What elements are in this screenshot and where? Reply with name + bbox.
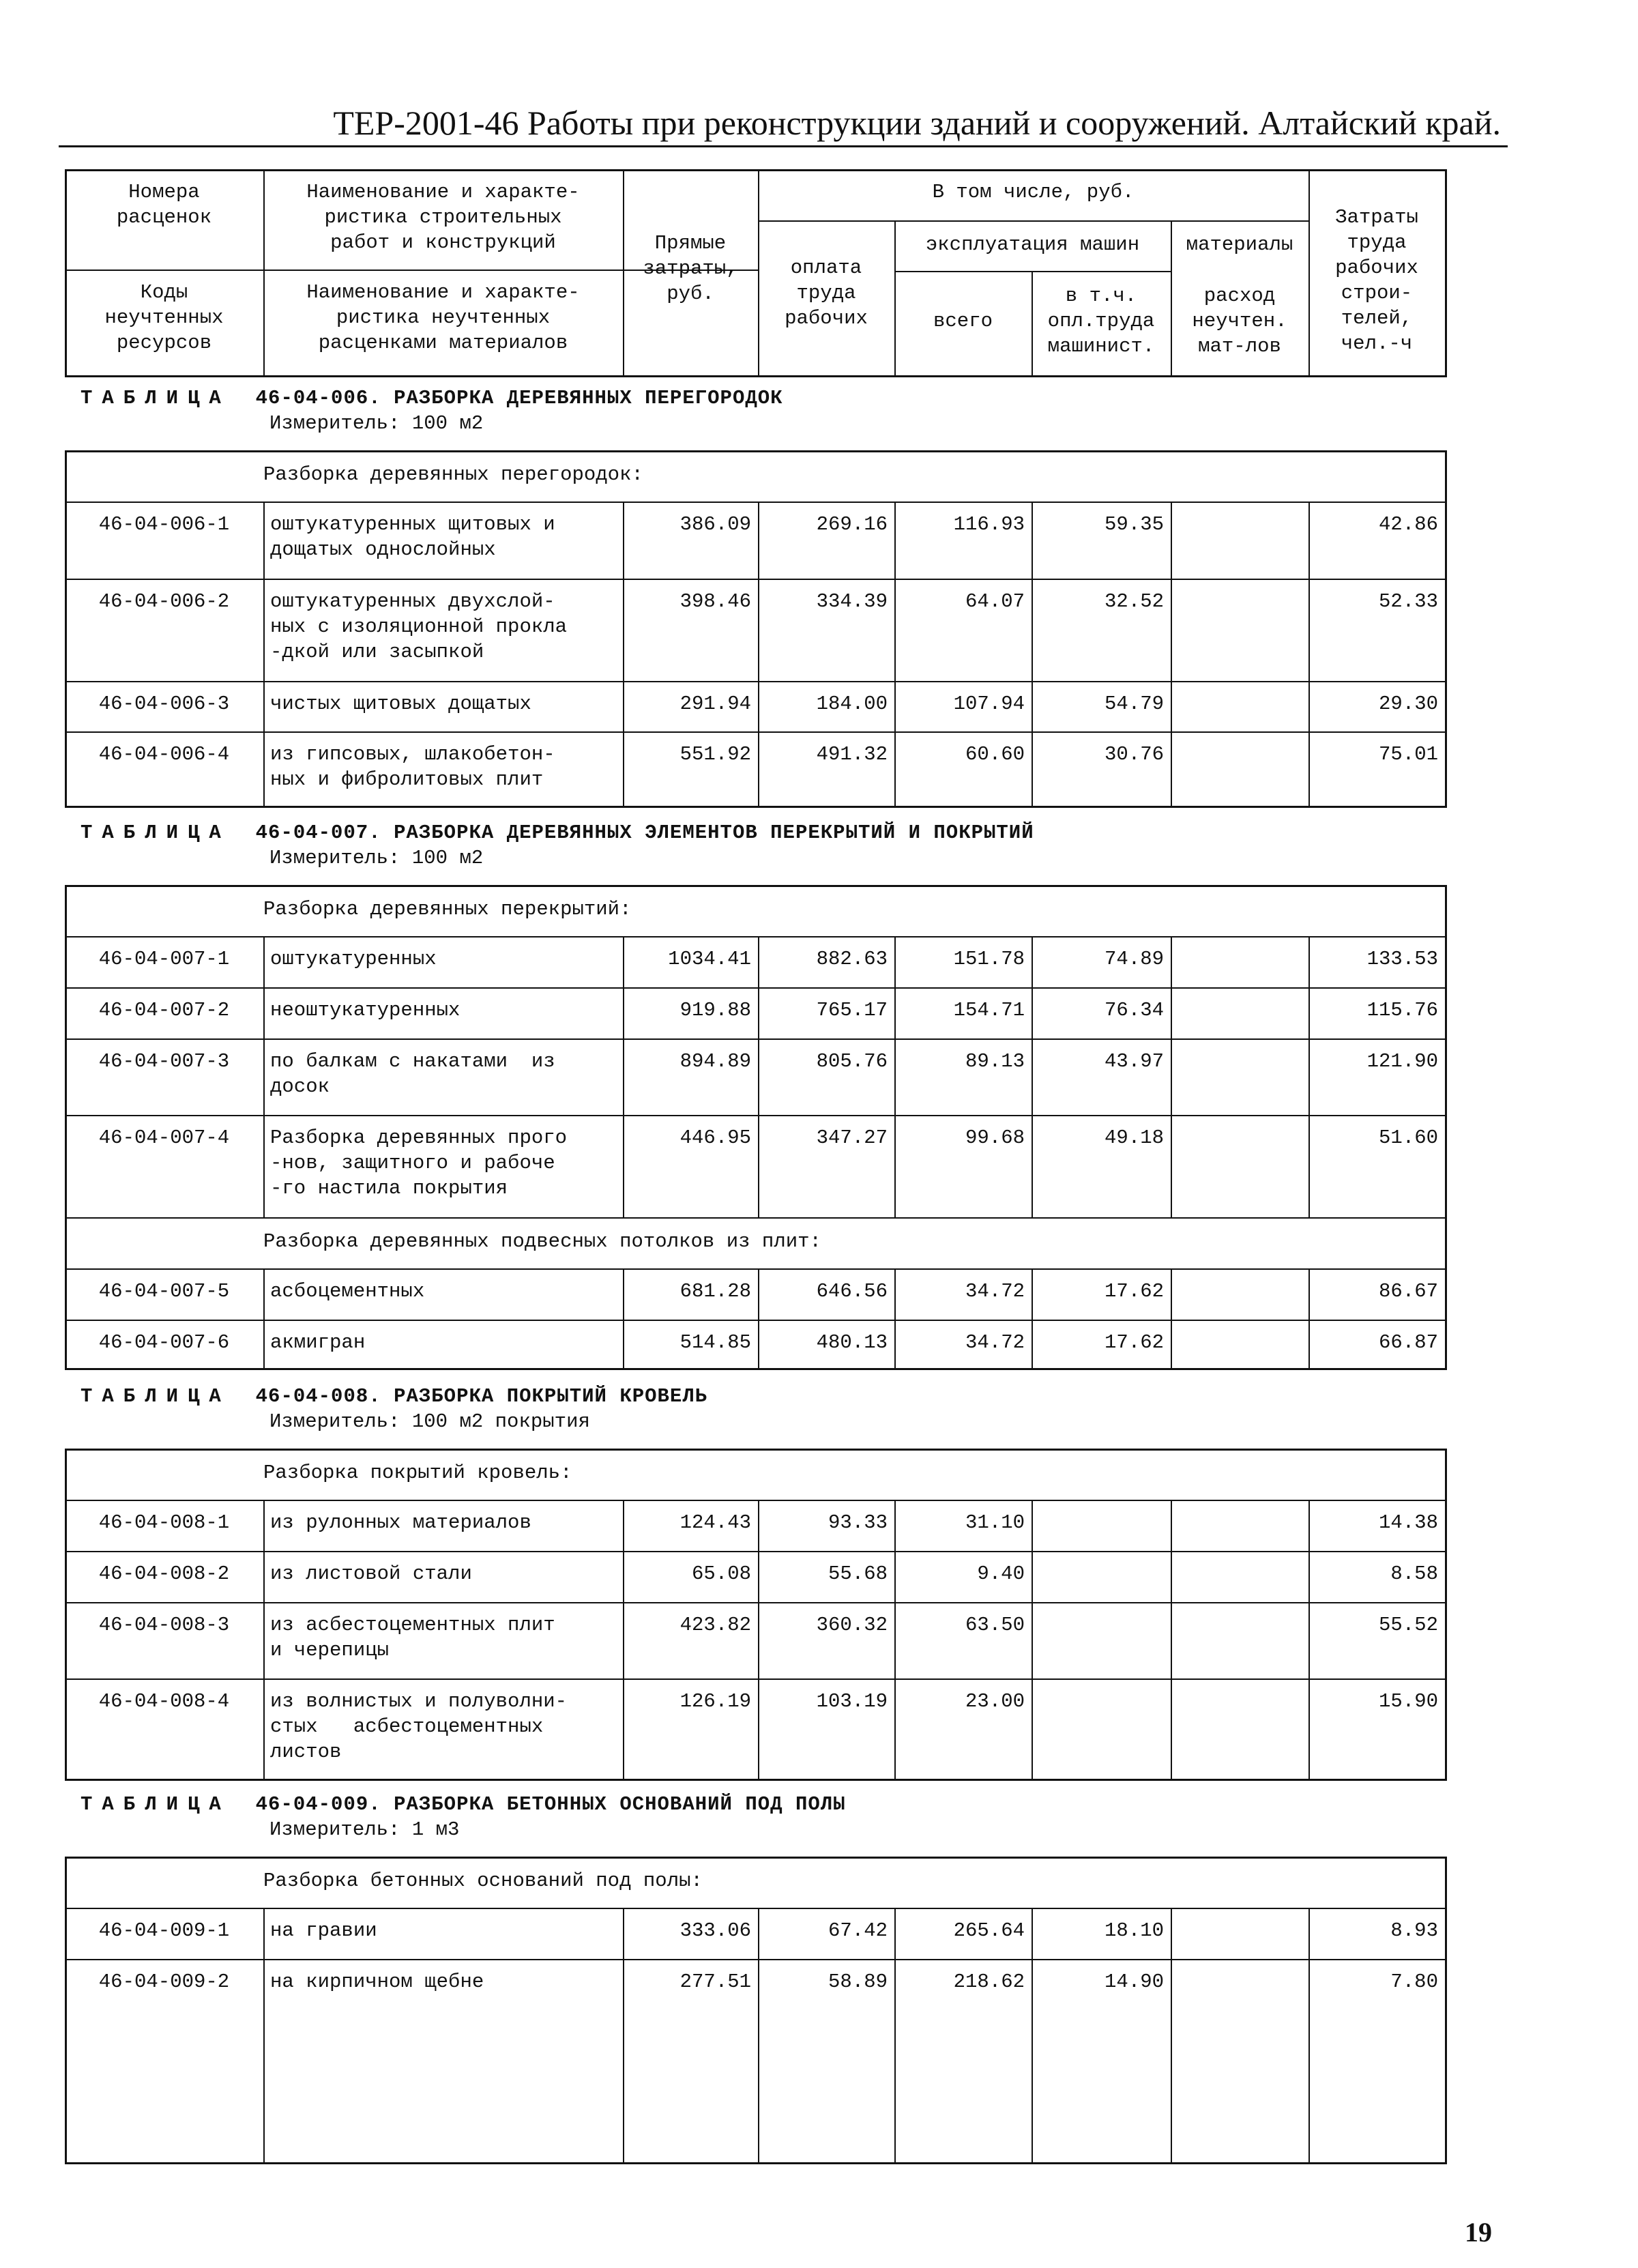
direct-cost: 65.08 xyxy=(691,1562,751,1585)
row-separator xyxy=(65,1320,1446,1321)
labor-pay: 93.33 xyxy=(828,1511,888,1534)
work-name: асбоцементных xyxy=(270,1280,425,1303)
row-separator xyxy=(65,731,1446,733)
row-separator xyxy=(65,501,1446,503)
group-separator xyxy=(65,1217,1446,1219)
table-measure: Измеритель: 100 м2 покрытия xyxy=(269,1410,590,1433)
table-measure: Измеритель: 100 м2 xyxy=(269,847,484,869)
labor-hours: 121.90 xyxy=(1366,1050,1438,1073)
header-direct-costs: Прямые затраты, руб. xyxy=(643,232,738,305)
work-name: из рулонных материалов xyxy=(270,1511,531,1534)
labor-pay: 67.42 xyxy=(828,1919,888,1942)
table-code: 46-04-008. РАЗБОРКА ПОКРЫТИЙ КРОВЕЛЬ xyxy=(255,1385,708,1408)
machine-operator-pay: 17.62 xyxy=(1104,1280,1164,1303)
machine-cost: 107.94 xyxy=(953,693,1025,715)
rate-code: 46-04-006-1 xyxy=(98,513,230,536)
rate-code: 46-04-007-2 xyxy=(98,999,230,1021)
table-code: 46-04-009. РАЗБОРКА БЕТОННЫХ ОСНОВАНИЙ ПОД ПОЛЫ xyxy=(255,1793,846,1816)
rate-code: 46-04-007-1 xyxy=(98,948,230,970)
labor-hours: 8.93 xyxy=(1390,1919,1438,1942)
header-material-name: Наименование и характе- ристика неучтенных расценками материалов xyxy=(306,281,580,354)
header-rule xyxy=(59,145,1508,147)
labor-pay: 480.13 xyxy=(816,1331,888,1354)
direct-cost: 423.82 xyxy=(679,1614,751,1636)
labor-pay: 184.00 xyxy=(816,693,888,715)
row-separator xyxy=(65,579,1446,580)
row-separator xyxy=(65,1500,1446,1501)
work-name: по балкам с накатами из досок xyxy=(270,1050,555,1098)
machine-cost: 64.07 xyxy=(965,590,1025,613)
labor-pay: 765.17 xyxy=(816,999,888,1021)
machine-cost: 34.72 xyxy=(965,1331,1025,1354)
labor-hours: 75.01 xyxy=(1378,743,1438,766)
labor-pay: 269.16 xyxy=(816,513,888,536)
labor-pay: 55.68 xyxy=(828,1562,888,1585)
header-labor-cost: Затраты труда рабочих строи- телей, чел.-ч xyxy=(1335,206,1418,355)
machine-cost: 151.78 xyxy=(953,948,1025,970)
work-name: на кирпичном щебне xyxy=(270,1971,484,1993)
grid-line-h xyxy=(758,220,1310,222)
direct-cost: 681.28 xyxy=(679,1280,751,1303)
machine-operator-pay: 74.89 xyxy=(1104,948,1164,970)
grid-line-v xyxy=(623,936,624,1217)
rate-code: 46-04-007-5 xyxy=(98,1280,230,1303)
header-rate-numbers: Номера расценок xyxy=(116,181,212,229)
labor-pay: 334.39 xyxy=(816,590,888,613)
row-separator xyxy=(65,1551,1446,1552)
grid-line-v xyxy=(623,1908,624,2164)
machine-cost: 23.00 xyxy=(965,1690,1025,1713)
machine-cost: 116.93 xyxy=(953,513,1025,536)
direct-cost: 514.85 xyxy=(679,1331,751,1354)
grid-line-v xyxy=(758,1500,759,1781)
grid-line-v xyxy=(263,501,265,808)
grid-line-v xyxy=(1308,1500,1310,1781)
machine-operator-pay: 14.90 xyxy=(1104,1971,1164,1993)
work-name: оштукатуренных щитовых и дощатых однослойных xyxy=(270,513,555,561)
machine-cost: 265.64 xyxy=(953,1919,1025,1942)
work-name: Разборка деревянных прого -нов, защитного и рабоче -го настила покрытия xyxy=(270,1126,568,1200)
rate-code: 46-04-008-1 xyxy=(98,1511,230,1534)
rate-code: 46-04-006-2 xyxy=(98,590,230,613)
rate-code: 46-04-007-4 xyxy=(98,1126,230,1149)
rate-code: 46-04-006-4 xyxy=(98,743,230,766)
table-code: 46-04-007. РАЗБОРКА ДЕРЕВЯННЫХ ЭЛЕМЕНТОВ ПЕРЕКРЫТИЙ И ПОКРЫТИЙ xyxy=(255,822,1034,844)
table-title xyxy=(81,1792,846,1817)
grid-line-v xyxy=(263,1908,265,2164)
header-labor-pay: оплата труда рабочих xyxy=(785,257,868,330)
labor-hours: 133.53 xyxy=(1366,948,1438,970)
machine-operator-pay: 49.18 xyxy=(1104,1126,1164,1149)
grid-line-v xyxy=(1171,1500,1172,1781)
group-title: Разборка покрытий кровель: xyxy=(263,1462,572,1484)
grid-line-v xyxy=(758,936,759,1217)
row-separator xyxy=(65,936,1446,937)
machine-operator-pay: 43.97 xyxy=(1104,1050,1164,1073)
table-title xyxy=(81,1384,707,1409)
group-title: Разборка деревянных перекрытий: xyxy=(263,898,632,920)
grid-line-v xyxy=(263,936,265,1217)
grid-line-v xyxy=(894,1500,896,1781)
grid-line-v xyxy=(894,936,896,1217)
labor-hours: 86.67 xyxy=(1378,1280,1438,1303)
direct-cost: 386.09 xyxy=(679,513,751,536)
rate-code: 46-04-009-1 xyxy=(98,1919,230,1942)
header-machines: эксплуатация машин xyxy=(925,233,1140,256)
machine-operator-pay: 54.79 xyxy=(1104,693,1164,715)
table-word: ТАБЛИЦА xyxy=(81,822,231,844)
grid-line-v xyxy=(1171,936,1172,1217)
labor-hours: 8.58 xyxy=(1390,1562,1438,1585)
direct-cost: 446.95 xyxy=(679,1126,751,1149)
row-separator xyxy=(65,1908,1446,1909)
group-title: Разборка деревянных подвесных потолков из плит: xyxy=(263,1230,821,1253)
labor-hours: 42.86 xyxy=(1378,513,1438,536)
direct-cost: 894.89 xyxy=(679,1050,751,1073)
labor-hours: 29.30 xyxy=(1378,693,1438,715)
grid-line-v xyxy=(1032,1500,1033,1781)
direct-cost: 551.92 xyxy=(679,743,751,766)
work-name: чистых щитовых дощатых xyxy=(270,693,531,715)
table-word: ТАБЛИЦА xyxy=(81,1385,231,1408)
row-separator xyxy=(65,681,1446,682)
row-separator xyxy=(65,1602,1446,1603)
rate-code: 46-04-008-2 xyxy=(98,1562,230,1585)
work-name: из асбестоцементных плит и черепицы xyxy=(270,1614,555,1661)
table-word: ТАБЛИЦА xyxy=(81,1793,231,1816)
direct-cost: 124.43 xyxy=(679,1511,751,1534)
header-materials: материалы xyxy=(1186,233,1293,256)
row-separator xyxy=(65,1038,1446,1040)
header-machines-total: всего xyxy=(933,310,993,332)
direct-cost: 1034.41 xyxy=(668,948,751,970)
header-resource-codes: Коды неучтенных ресурсов xyxy=(104,281,224,354)
grid-line-v xyxy=(263,1500,265,1781)
machine-operator-pay: 76.34 xyxy=(1104,999,1164,1021)
rate-code: 46-04-006-3 xyxy=(98,693,230,715)
labor-pay: 805.76 xyxy=(816,1050,888,1073)
machine-cost: 99.68 xyxy=(965,1126,1025,1149)
page-header-title: ТЕР-2001-46 Работы при реконструкции зданий и сооружений. Алтайский край. xyxy=(333,104,1501,142)
rate-code: 46-04-009-2 xyxy=(98,1971,230,1993)
rate-code: 46-04-007-6 xyxy=(98,1331,230,1354)
grid-line-v xyxy=(1171,501,1172,808)
work-name: на гравии xyxy=(270,1919,377,1942)
machine-operator-pay: 59.35 xyxy=(1104,513,1164,536)
machine-operator-pay: 30.76 xyxy=(1104,743,1164,766)
labor-pay: 347.27 xyxy=(816,1126,888,1149)
table-code: 46-04-006. РАЗБОРКА ДЕРЕВЯННЫХ ПЕРЕГОРОДОК xyxy=(255,387,783,409)
header-materials-use: расход неучтен. мат-лов xyxy=(1192,285,1287,358)
machine-cost: 9.40 xyxy=(977,1562,1025,1585)
grid-line-h xyxy=(894,271,1172,272)
machine-cost: 34.72 xyxy=(965,1280,1025,1303)
header-machines-operator-pay: в т.ч. опл.труда машинист. xyxy=(1047,285,1155,358)
direct-cost: 126.19 xyxy=(679,1690,751,1713)
row-separator xyxy=(65,1115,1446,1116)
grid-line-v xyxy=(894,1908,896,2164)
work-name: из гипсовых, шлакобетон- ных и фибролитовых плит xyxy=(270,743,555,791)
row-separator xyxy=(65,1678,1446,1680)
grid-line-v xyxy=(1308,1908,1310,2164)
labor-pay: 103.19 xyxy=(816,1690,888,1713)
grid-line-v xyxy=(1308,936,1310,1217)
group-title: Разборка деревянных перегородок: xyxy=(263,463,643,486)
labor-hours: 51.60 xyxy=(1378,1126,1438,1149)
machine-cost: 154.71 xyxy=(953,999,1025,1021)
machine-operator-pay: 32.52 xyxy=(1104,590,1164,613)
machine-cost: 218.62 xyxy=(953,1971,1025,1993)
work-name: из листовой стали xyxy=(270,1562,472,1585)
machine-cost: 63.50 xyxy=(965,1614,1025,1636)
labor-pay: 491.32 xyxy=(816,743,888,766)
machine-cost: 60.60 xyxy=(965,743,1025,766)
header-in-total: В том числе, руб. xyxy=(932,181,1135,203)
labor-hours: 7.80 xyxy=(1390,1971,1438,1993)
labor-hours: 66.87 xyxy=(1378,1331,1438,1354)
row-separator xyxy=(65,1959,1446,1960)
table-measure: Измеритель: 100 м2 xyxy=(269,412,484,435)
direct-cost: 291.94 xyxy=(679,693,751,715)
work-name: оштукатуренных xyxy=(270,948,437,970)
header-work-name: Наименование и характе- ристика строительных работ и конструкций xyxy=(306,181,580,254)
work-name: оштукатуренных двухслой- ных с изоляционной прокла -дкой или засыпкой xyxy=(270,590,568,663)
grid-line-v xyxy=(623,1500,624,1781)
labor-hours: 15.90 xyxy=(1378,1690,1438,1713)
labor-pay: 646.56 xyxy=(816,1280,888,1303)
labor-pay: 58.89 xyxy=(828,1971,888,1993)
group-title: Разборка бетонных оснований под полы: xyxy=(263,1870,703,1892)
rate-code: 46-04-008-4 xyxy=(98,1690,230,1713)
table-frame xyxy=(65,1857,1447,2164)
machine-operator-pay: 18.10 xyxy=(1104,1919,1164,1942)
machine-operator-pay: 17.62 xyxy=(1104,1331,1164,1354)
rate-code: 46-04-007-3 xyxy=(98,1050,230,1073)
row-separator xyxy=(65,987,1446,989)
table-title xyxy=(81,821,1034,845)
table-title xyxy=(81,386,783,411)
work-name: акмигран xyxy=(270,1331,366,1354)
direct-cost: 277.51 xyxy=(679,1971,751,1993)
labor-hours: 52.33 xyxy=(1378,590,1438,613)
grid-line-v xyxy=(1032,936,1033,1217)
work-name: неоштукатуренных xyxy=(270,999,460,1021)
rate-code: 46-04-008-3 xyxy=(98,1614,230,1636)
grid-line-v xyxy=(1032,1908,1033,2164)
machine-cost: 89.13 xyxy=(965,1050,1025,1073)
row-separator xyxy=(65,1268,1446,1270)
labor-hours: 55.52 xyxy=(1378,1614,1438,1636)
grid-line-v xyxy=(758,1908,759,2164)
labor-hours: 14.38 xyxy=(1378,1511,1438,1534)
page-number: 19 xyxy=(1465,2217,1492,2248)
labor-pay: 360.32 xyxy=(816,1614,888,1636)
work-name: из волнистых и полуволни- стых асбестоцементных листов xyxy=(270,1690,568,1763)
table-measure: Измеритель: 1 м3 xyxy=(269,1818,460,1841)
grid-line-v xyxy=(1171,1908,1172,2164)
machine-cost: 31.10 xyxy=(965,1511,1025,1534)
labor-hours: 115.76 xyxy=(1366,999,1438,1021)
direct-cost: 919.88 xyxy=(679,999,751,1021)
direct-cost: 333.06 xyxy=(679,1919,751,1942)
labor-pay: 882.63 xyxy=(816,948,888,970)
table-word: ТАБЛИЦА xyxy=(81,387,231,409)
direct-cost: 398.46 xyxy=(679,590,751,613)
